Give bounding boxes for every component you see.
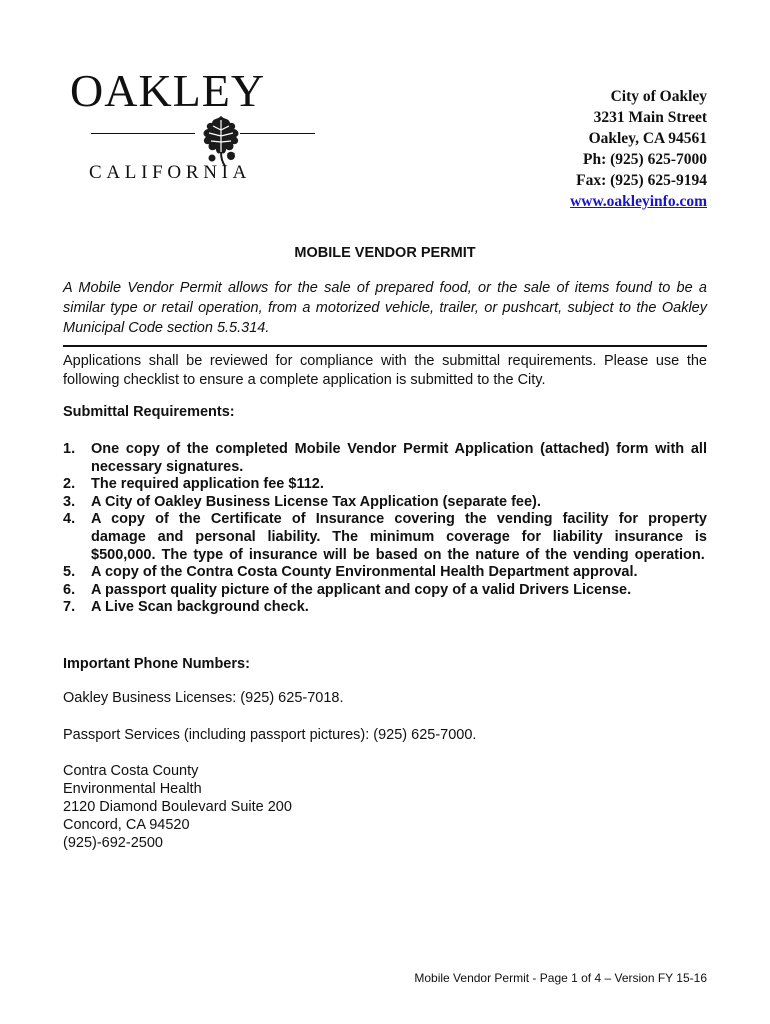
list-number: 2. xyxy=(63,476,76,493)
phones-heading: Important Phone Numbers: xyxy=(63,656,250,672)
address-street: 3231 Main Street xyxy=(593,109,707,126)
logo-subtitle: CALIFORNIA xyxy=(89,162,252,183)
contact-line: Contra Costa County xyxy=(63,763,199,779)
list-number: 1. xyxy=(63,441,76,457)
list-text: A copy of the Certificate of Insurance covering the vending facility for property damage and personal liability. The minimum coverage for liability insurance is $500,000. The type of insurance will be based on the nature of the vending operation. xyxy=(91,511,707,563)
business-licenses-line: Oakley Business Licenses: (925) 625-7018. xyxy=(63,690,344,706)
contact-line: (925)-692-2500 xyxy=(63,835,163,851)
list-text: One copy of the completed Mobile Vendor Permit Application (attached) form with all necessary signatures. xyxy=(91,441,707,475)
list-text: A City of Oakley Business License Tax Application (separate fee). xyxy=(91,493,541,510)
website-link[interactable]: www.oakleyinfo.com xyxy=(570,193,707,210)
list-text: A passport quality picture of the applicant and copy of a valid Drivers License. xyxy=(91,581,632,598)
contra-costa-contact xyxy=(63,762,292,852)
address-fax: Fax: (925) 625-9194 xyxy=(576,172,707,189)
oak-leaf-icon xyxy=(195,112,247,168)
intro-paragraph: A Mobile Vendor Permit allows for the sale of prepared food, or the sale of items found to be a similar type or retail operation, from a motorized vehicle, trailer, or pushcart, subject to the Oakley Municipal Code section 5.5.314. xyxy=(63,280,707,336)
list-item xyxy=(63,494,707,512)
address-block xyxy=(570,86,707,212)
section-divider xyxy=(63,345,707,347)
list-item xyxy=(63,564,707,582)
page-footer: Mobile Vendor Permit - Page 1 of 4 – Version FY 15-16 xyxy=(414,971,707,985)
submittal-heading: Submittal Requirements: xyxy=(63,404,235,420)
list-item xyxy=(63,511,707,564)
review-paragraph: Applications shall be reviewed for compliance with the submittal requirements. Please use the following checklist to ensure a complete application is submitted to the City. xyxy=(63,353,707,388)
page-title: MOBILE VENDOR PERMIT xyxy=(294,245,476,261)
logo-wordmark: OAKLEY xyxy=(70,65,266,116)
list-number: 3. xyxy=(63,493,76,510)
list-number: 5. xyxy=(63,564,76,581)
address-org: City of Oakley xyxy=(610,88,707,105)
list-item xyxy=(63,441,707,476)
list-number: 7. xyxy=(63,599,76,616)
address-phone: Ph: (925) 625-7000 xyxy=(583,151,707,168)
oakley-logo xyxy=(64,64,279,189)
list-number: 6. xyxy=(63,581,76,598)
address-city: Oakley, CA 94561 xyxy=(588,130,707,147)
list-text: A Live Scan background check. xyxy=(91,599,309,616)
contact-line: Environmental Health xyxy=(63,781,202,797)
contact-line: 2120 Diamond Boulevard Suite 200 xyxy=(63,799,292,815)
requirements-list xyxy=(63,441,707,617)
logo-rule-right xyxy=(240,133,315,134)
contact-line: Concord, CA 94520 xyxy=(63,817,190,833)
list-item xyxy=(63,599,707,617)
list-item xyxy=(63,476,707,494)
logo-rule-left xyxy=(91,133,195,134)
passport-services-line: Passport Services (including passport pictures): (925) 625-7000. xyxy=(63,727,477,743)
list-text: A copy of the Contra Costa County Environmental Health Department approval. xyxy=(91,564,638,581)
list-item xyxy=(63,582,707,600)
list-text: The required application fee $112. xyxy=(91,476,324,493)
list-number: 4. xyxy=(63,511,76,528)
